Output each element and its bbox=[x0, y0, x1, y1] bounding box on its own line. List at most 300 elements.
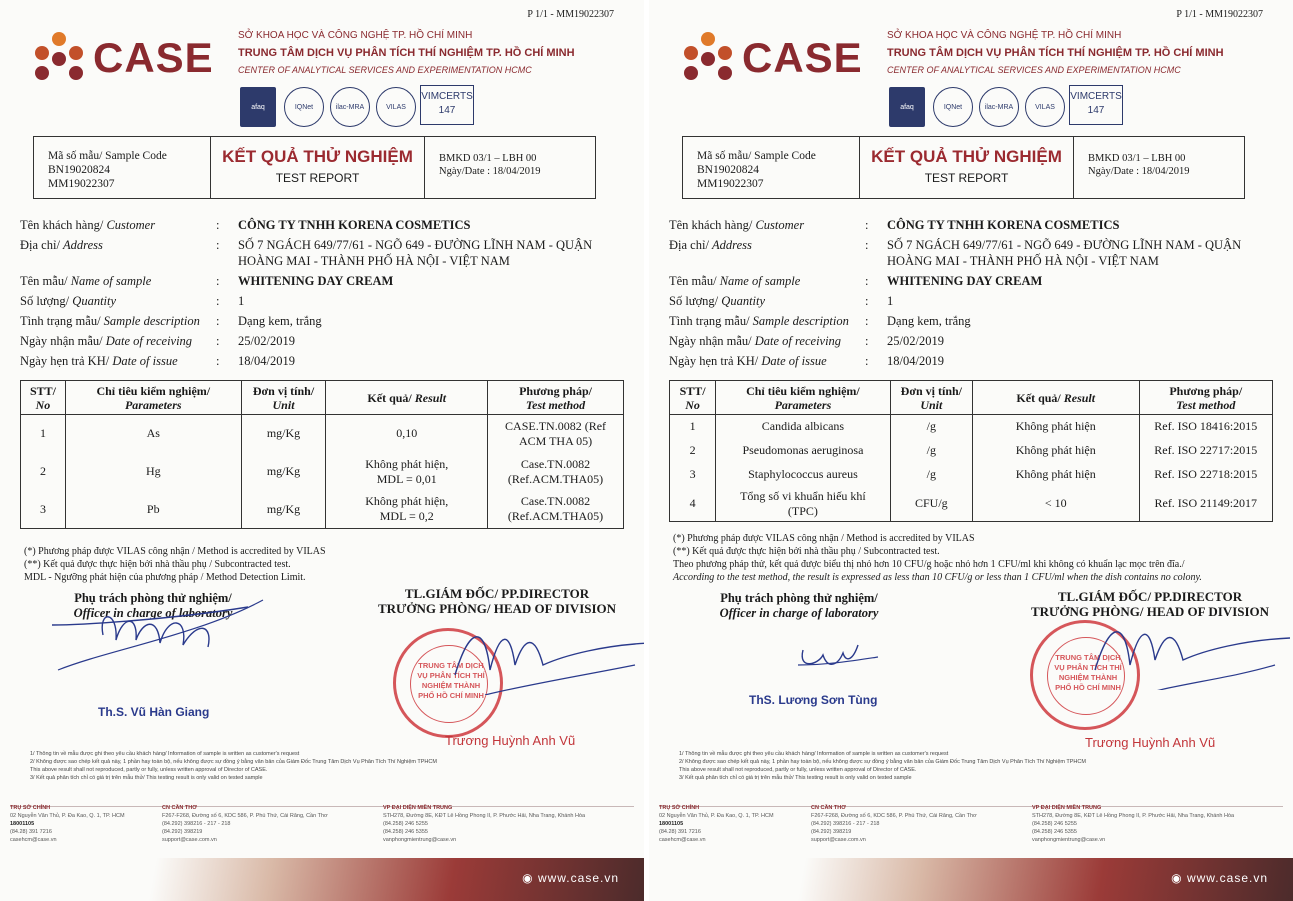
lab-officer-name: Th.S. Vũ Hàn Giang bbox=[98, 705, 210, 719]
foot-2c: (84.292) 398219 bbox=[162, 829, 203, 835]
brand-name: CASE bbox=[93, 34, 214, 81]
cell-parameter bbox=[65, 415, 241, 453]
address-line-2: HOÀNG MAI - THÀNH PHỐ HÀ NỘI - VIỆT NAM bbox=[887, 254, 1159, 268]
website-link[interactable] bbox=[522, 871, 619, 885]
fine-print-1: 1/ Thông tin về mẫu được ghi theo yêu cầu khách hàng/ Information of sample is written as customer's request bbox=[30, 751, 300, 757]
foot-1c: (84.28) 391 7216 bbox=[10, 829, 52, 835]
th-method-en: Test method bbox=[1176, 397, 1236, 412]
afaq-logo: afaq bbox=[240, 87, 276, 127]
issue-value: 18/04/2019 bbox=[887, 354, 944, 368]
note-2: (**) Kết quả được thực hiện bởi nhà thầu phụ / Subcontracted test. bbox=[673, 546, 940, 557]
lab-officer-signature bbox=[48, 595, 268, 675]
foot-h3: VP ĐẠI DIỆN MIỀN TRUNG bbox=[1032, 805, 1102, 811]
sample-info bbox=[669, 217, 1269, 373]
cell-method-text: ACM THA 05) bbox=[518, 433, 593, 448]
foot-2a: F267-F268, Đường số 6, KDC 586, P. Phú Thứ, Cái Răng, Cần Thơ bbox=[162, 813, 328, 819]
cell-unit bbox=[890, 463, 972, 487]
sample-code-2: MM19022307 bbox=[48, 178, 115, 190]
director-name: Trương Huỳnh Anh Vũ bbox=[1085, 735, 1216, 750]
cell-no bbox=[670, 415, 716, 439]
cell-result-text: Không phát hiện, bbox=[365, 494, 449, 509]
form-code: BMKD 03/1 – LBH 00 bbox=[1088, 153, 1186, 164]
results-header-row bbox=[21, 381, 624, 415]
cell-parameter-text: Hg bbox=[145, 464, 161, 478]
quantity-label: Số lượng/ bbox=[669, 294, 719, 308]
cell-no bbox=[670, 439, 716, 463]
cell-unit-text: /g bbox=[926, 443, 937, 457]
info-row-sample-name: Tên mẫu/ Name of sample : WHITENING DAY CREAM bbox=[20, 273, 620, 289]
org-header bbox=[238, 30, 575, 75]
footer-head-office bbox=[10, 804, 125, 844]
cell-no-text: 2 bbox=[39, 464, 46, 478]
info-row-customer: Tên khách hàng/ Customer : CÔNG TY TNHH KORENA COSMETICS bbox=[20, 217, 620, 233]
th-no bbox=[21, 381, 66, 415]
cell-no-text: 3 bbox=[689, 467, 696, 481]
report-title-box bbox=[33, 136, 596, 199]
th-param-en: Parameters bbox=[124, 397, 182, 412]
case-logo-icon bbox=[33, 32, 85, 84]
head-of-division-title: TRƯỞNG PHÒNG/ HEAD OF DIVISION bbox=[377, 601, 617, 616]
sample-code-cell bbox=[683, 137, 860, 198]
sample-name-label-en: Name of sample bbox=[70, 274, 152, 288]
cell-no-text: 3 bbox=[39, 501, 46, 516]
address-line-1: SỐ 7 NGÁCH 649/77/61 - NGÕ 649 - ĐƯỜNG LĨNH NAM - QUẬN bbox=[238, 238, 593, 252]
cell-method-text: Ref. ISO 18416:2015 bbox=[1154, 419, 1258, 434]
foot-2c: (84.292) 398219 bbox=[811, 829, 852, 835]
result-row bbox=[670, 439, 1273, 463]
quantity-value: 1 bbox=[887, 294, 894, 308]
cell-method bbox=[488, 453, 624, 491]
cell-method bbox=[488, 415, 624, 453]
cell-method bbox=[1139, 463, 1272, 487]
quantity-label-en: Quantity bbox=[72, 294, 117, 308]
address-label-en: Address bbox=[63, 238, 103, 252]
th-result-en: Result bbox=[414, 390, 447, 405]
cell-result-text: Không phát hiện bbox=[1015, 467, 1096, 481]
th-result-en: Result bbox=[1063, 390, 1096, 405]
cell-method-text: Case.TN.0082 bbox=[520, 456, 591, 471]
th-method-en: Test method bbox=[525, 397, 586, 412]
org-line-2: TRUNG TÂM DỊCH VỤ PHÂN TÍCH THÍ NGHIỆM TP. HỒ CHÍ MINH bbox=[238, 47, 575, 59]
info-row-customer: Tên khách hàng/ Customer : CÔNG TY TNHH KORENA COSMETICS bbox=[669, 217, 1269, 233]
customer-value: CÔNG TY TNHH KORENA COSMETICS bbox=[887, 218, 1120, 232]
org-line-2: TRUNG TÂM DỊCH VỤ PHÂN TÍCH THÍ NGHIỆM TP. HỒ CHÍ MINH bbox=[887, 47, 1224, 59]
cell-result-text: Không phát hiện bbox=[1015, 443, 1096, 457]
cell-parameter-text: Pb bbox=[146, 501, 160, 516]
footer-head-office bbox=[659, 804, 774, 844]
cell-unit-text: mg/Kg bbox=[266, 501, 301, 516]
th-result bbox=[972, 381, 1139, 415]
foot-2a: F267-F268, Đường số 6, KDC 586, P. Phú Thứ, Cái Răng, Cần Thơ bbox=[811, 813, 977, 819]
org-line-3: CENTER OF ANALYTICAL SERVICES AND EXPERIMENTATION HCMC bbox=[887, 65, 1181, 75]
sample-name-label-en: Name of sample bbox=[719, 274, 801, 288]
note-1: (*) Phương pháp được VILAS công nhận / Method is accredited by VILAS bbox=[24, 546, 326, 557]
th-unit bbox=[241, 381, 326, 415]
vimcerts-badge bbox=[420, 85, 474, 125]
cell-unit bbox=[241, 491, 326, 529]
report-title-vn: KẾT QUẢ THỬ NGHIỆM bbox=[871, 147, 1062, 166]
vimcerts-number: 147 bbox=[438, 105, 456, 116]
org-line-1: SỞ KHOA HỌC VÀ CÔNG NGHỆ TP. HỒ CHÍ MINH bbox=[238, 30, 473, 41]
cell-parameter bbox=[65, 453, 241, 491]
cell-unit-text: /g bbox=[926, 467, 937, 481]
website: www.case.vn bbox=[537, 871, 619, 885]
foot-3a: STH278, Đường 8E, KĐT Lê Hồng Phong II, P. Phước Hải, Nha Trang, Khánh Hòa bbox=[1032, 813, 1235, 819]
vilas-logo: VILAS bbox=[376, 87, 416, 127]
note-3: Theo phương pháp thử, kết quả được biểu thị nhỏ hơn 10 CFU/g hoặc nhỏ hơn 1 CFU/ml khi không có khuẩn lạc mọc trên đĩa./ bbox=[673, 559, 1185, 570]
cell-method-text: (Ref.ACM.THA05) bbox=[507, 509, 604, 524]
cell-result bbox=[326, 453, 488, 491]
director-signature-block bbox=[372, 586, 622, 616]
foot-h1: TRỤ SỞ CHÍNH bbox=[10, 805, 51, 811]
issue-label: Ngày hẹn trả KH/ bbox=[20, 354, 110, 368]
note-2: (**) Kết quả được thực hiện bởi nhà thầu phụ / Subcontracted test. bbox=[24, 559, 291, 570]
result-row bbox=[670, 487, 1273, 522]
org-line-1: SỞ KHOA HỌC VÀ CÔNG NGHỆ TP. HỒ CHÍ MINH bbox=[887, 30, 1122, 41]
fine-print-4: 3/ Kết quả phân tích chỉ có giá trị trên mẫu thử/ This testing result is only valid on tested sample bbox=[679, 775, 912, 781]
th-result-vn: Kết quả/ bbox=[1016, 390, 1061, 405]
address-label: Địa chỉ/ bbox=[669, 238, 709, 252]
recv-label: Ngày nhận mẫu/ bbox=[20, 334, 103, 348]
info-row-quantity: Số lượng/ Quantity : 1 bbox=[20, 293, 620, 309]
cell-method-text: Case.TN.0082 bbox=[520, 494, 591, 509]
footer-contacts bbox=[0, 800, 644, 860]
quantity-label-en: Quantity bbox=[721, 294, 766, 308]
footer-band bbox=[649, 858, 1293, 901]
result-row bbox=[670, 415, 1273, 439]
page-code: P 1/1 - MM19022307 bbox=[527, 9, 614, 20]
sample-name-value: WHITENING DAY CREAM bbox=[887, 274, 1043, 288]
cell-method bbox=[1139, 487, 1272, 522]
form-date: Ngày/Date : 18/04/2019 bbox=[439, 166, 541, 177]
cell-parameter-text: Pseudomonas aeruginosa bbox=[742, 443, 864, 457]
form-code-cell bbox=[425, 137, 595, 198]
foot-1c: (84.28) 391 7216 bbox=[659, 829, 701, 835]
report-title-en: TEST REPORT bbox=[275, 171, 360, 185]
th-unit bbox=[890, 381, 972, 415]
director-name: Trương Huỳnh Anh Vũ bbox=[445, 733, 576, 748]
cell-unit-text: CFU/g bbox=[915, 496, 948, 510]
page-code: P 1/1 - MM19022307 bbox=[1176, 9, 1263, 20]
result-row bbox=[21, 453, 624, 491]
stamp-text: TRUNG TÂM DỊCH VỤ PHÂN TÍCH THÍ NGHIỆM THÀNH PHỐ HỒ CHÍ MINH bbox=[417, 661, 485, 700]
report-title-box bbox=[682, 136, 1245, 199]
cell-unit-text: mg/Kg bbox=[266, 426, 301, 441]
cell-no bbox=[670, 463, 716, 487]
th-no-en: No bbox=[35, 397, 51, 412]
info-row-issue: Ngày hẹn trả KH/ Date of issue : 18/04/2019 bbox=[669, 353, 1269, 369]
th-parameters bbox=[65, 381, 241, 415]
foot-2d: support@case.com.vn bbox=[811, 837, 866, 843]
sample-code-1: BN19020824 bbox=[48, 164, 110, 176]
cell-no bbox=[21, 491, 66, 529]
address-label: Địa chỉ/ bbox=[20, 238, 60, 252]
cell-unit bbox=[890, 487, 972, 522]
th-param-vn: Chỉ tiêu kiểm nghiệm/ bbox=[96, 383, 211, 398]
director-signature bbox=[1065, 610, 1293, 690]
recv-value: 25/02/2019 bbox=[238, 334, 295, 348]
vimcerts-label: VIMCERTS bbox=[421, 91, 473, 102]
sample-code-label: Mã số mẫu/ Sample Code bbox=[697, 150, 816, 162]
cell-method bbox=[1139, 439, 1272, 463]
cell-method-text: (Ref.ACM.THA05) bbox=[507, 471, 604, 486]
fine-print bbox=[30, 750, 437, 782]
cell-no bbox=[670, 487, 716, 522]
vilas-logo: VILAS bbox=[1025, 87, 1065, 127]
cell-no-text: 2 bbox=[689, 443, 696, 457]
recv-value: 25/02/2019 bbox=[887, 334, 944, 348]
fine-print bbox=[679, 750, 1086, 782]
cell-method-text: Ref. ISO 22718:2015 bbox=[1154, 467, 1258, 481]
th-method-vn: Phương pháp/ bbox=[519, 383, 592, 398]
customer-label-en: Customer bbox=[755, 218, 805, 232]
th-no-vn: STT/ bbox=[679, 383, 706, 398]
th-param-vn: Chỉ tiêu kiểm nghiệm/ bbox=[746, 383, 860, 398]
info-row-description: Tình trạng mẫu/ Sample description : Dạng kem, trắng bbox=[20, 313, 620, 329]
case-logo bbox=[33, 30, 218, 90]
vimcerts-label: VIMCERTS bbox=[1070, 91, 1122, 102]
cell-result bbox=[326, 491, 488, 529]
test-report-microbiology bbox=[649, 0, 1293, 901]
cell-parameter-text: Staphylococcus aureus bbox=[748, 467, 858, 481]
foot-h1: TRỤ SỞ CHÍNH bbox=[659, 805, 700, 811]
certification-logos bbox=[240, 85, 480, 129]
foot-3d: vanphongmientrung@case.vn bbox=[1032, 837, 1106, 843]
th-result-vn: Kết quả/ bbox=[367, 390, 412, 405]
cell-method bbox=[488, 491, 624, 529]
cell-parameter bbox=[716, 415, 891, 439]
address-line-2: HOÀNG MAI - THÀNH PHỐ HÀ NỘI - VIỆT NAM bbox=[238, 254, 510, 268]
cell-unit bbox=[241, 453, 326, 491]
cell-unit-text: /g bbox=[926, 419, 937, 434]
cell-result-text: MDL = 0,01 bbox=[376, 471, 437, 486]
info-row-address: Địa chỉ/ Address : SỐ 7 NGÁCH 649/77/61 - NGÕ 649 - ĐƯỜNG LĨNH NAM - QUẬN HOÀNG MAI - THÀNH PHỐ HÀ NỘI - VIỆT NAM bbox=[20, 237, 620, 269]
foot-h2: CN CẦN THƠ bbox=[162, 805, 197, 811]
iqnet-logo: IQNet bbox=[284, 87, 324, 127]
info-row-quantity: Số lượng/ Quantity : 1 bbox=[669, 293, 1269, 309]
cell-result bbox=[972, 463, 1139, 487]
foot-1d: casehcm@case.vn bbox=[659, 837, 706, 843]
info-row-sample-name: Tên mẫu/ Name of sample : WHITENING DAY CREAM bbox=[669, 273, 1269, 289]
address-label-en: Address bbox=[712, 238, 752, 252]
fine-print-2: 2/ Không được sao chép kết quả này, 1 phần hay toàn bộ, nếu không được sự đồng ý bằng văn bản của Giám Đốc Trung Tâm Dịch Vụ Phân Tích Thí Nghiệm TPHCM bbox=[30, 759, 437, 765]
th-unit-en: Unit bbox=[920, 397, 943, 412]
sample-info bbox=[20, 217, 620, 373]
quantity-label: Số lượng/ bbox=[20, 294, 70, 308]
quantity-value: 1 bbox=[238, 294, 245, 308]
note-4: According to the test method, the result is expressed as less than 10 CFU/g or less than 1 CFU/ml when the dish contains no colony. bbox=[673, 572, 1202, 583]
foot-3d: vanphongmientrung@case.vn bbox=[383, 837, 457, 843]
certification-logos bbox=[889, 85, 1129, 129]
globe-icon: ◉ bbox=[1171, 871, 1183, 885]
desc-label-en: Sample description bbox=[103, 314, 200, 328]
info-row-issue: Ngày hẹn trả KH/ Date of issue : 18/04/2019 bbox=[20, 353, 620, 369]
form-code: BMKD 03/1 – LBH 00 bbox=[439, 153, 537, 164]
th-parameters bbox=[716, 381, 891, 415]
issue-label-en: Date of issue bbox=[112, 354, 178, 368]
issue-label: Ngày hẹn trả KH/ bbox=[669, 354, 759, 368]
cell-parameter-text: (TPC) bbox=[787, 503, 818, 518]
result-row bbox=[670, 463, 1273, 487]
foot-3c: (84.258) 246 5355 bbox=[1032, 829, 1077, 835]
customer-label-en: Customer bbox=[106, 218, 156, 232]
cell-parameter-text: As bbox=[146, 426, 160, 441]
results-table bbox=[669, 380, 1273, 522]
fine-print-3: This above result shall not reproduced, partly or fully, unless written approval of Director of CASE. bbox=[679, 767, 917, 773]
ilac-mra-logo: ilac-MRA bbox=[979, 87, 1019, 127]
cell-result bbox=[972, 487, 1139, 522]
th-method-vn: Phương pháp/ bbox=[1169, 383, 1243, 398]
cell-method-text: CASE.TN.0082 (Ref bbox=[505, 418, 607, 433]
cell-unit-text: mg/Kg bbox=[266, 464, 301, 478]
fine-print-2: 2/ Không được sao chép kết quả này, 1 phần hay toàn bộ, nếu không được sự đồng ý bằng văn bản của Giám Đốc Trung Tâm Dịch Vụ Phân Tích Thí Nghiệm TPHCM bbox=[679, 759, 1086, 765]
cell-parameter-text: Tổng số vi khuẩn hiếu khí bbox=[740, 488, 866, 503]
note-1: (*) Phương pháp được VILAS công nhận / Method is accredited by VILAS bbox=[673, 533, 975, 544]
sample-code-1: BN19020824 bbox=[697, 164, 759, 176]
cell-parameter bbox=[716, 439, 891, 463]
lab-officer-title-vn: Phụ trách phòng thử nghiệm/ bbox=[74, 591, 232, 605]
form-code-cell bbox=[1074, 137, 1244, 198]
cell-unit bbox=[241, 415, 326, 453]
cell-no-text: 4 bbox=[689, 496, 696, 510]
foot-1a: 02 Nguyễn Văn Thủ, P. Đa Kao, Q. 1, TP. HCM bbox=[10, 813, 125, 819]
sample-code-2: MM19022307 bbox=[697, 178, 764, 190]
footer-contacts bbox=[649, 800, 1293, 860]
sample-name-label: Tên mẫu/ bbox=[669, 274, 717, 288]
cell-unit bbox=[890, 415, 972, 439]
sample-name-value: WHITENING DAY CREAM bbox=[238, 274, 394, 288]
foot-3b: (84.258) 246 5255 bbox=[383, 821, 428, 827]
recv-label-en: Date of receiving bbox=[105, 334, 193, 348]
afaq-logo: afaq bbox=[889, 87, 925, 127]
issue-label-en: Date of issue bbox=[761, 354, 827, 368]
fine-print-3: This above result shall not reproduced, partly or fully, unless written approval of Director of CASE. bbox=[30, 767, 268, 773]
head-of-division-title: TRƯỞNG PHÒNG/ HEAD OF DIVISION bbox=[1030, 604, 1270, 619]
sample-code-cell bbox=[34, 137, 211, 198]
cell-unit bbox=[890, 439, 972, 463]
th-unit-vn: Đơn vị tính/ bbox=[252, 383, 315, 398]
form-date: Ngày/Date : 18/04/2019 bbox=[1088, 166, 1190, 177]
foot-2b: (84.292) 398216 - 217 - 218 bbox=[162, 821, 231, 827]
cell-result bbox=[972, 415, 1139, 439]
th-result bbox=[326, 381, 488, 415]
footer-can-tho-branch bbox=[162, 804, 328, 844]
cell-method bbox=[1139, 415, 1272, 439]
brand-name: CASE bbox=[742, 34, 863, 81]
fine-print-1: 1/ Thông tin về mẫu được ghi theo yêu cầu khách hàng/ Information of sample is written as customer's request bbox=[679, 751, 949, 757]
desc-value: Dạng kem, trắng bbox=[887, 314, 971, 328]
website-link[interactable] bbox=[1171, 871, 1268, 885]
director-title: TL.GIÁM ĐỐC/ PP.DIRECTOR bbox=[1057, 589, 1243, 604]
cell-parameter-text: Candida albicans bbox=[761, 419, 845, 434]
foot-h3: VP ĐẠI DIỆN MIỀN TRUNG bbox=[383, 805, 453, 811]
desc-value: Dạng kem, trắng bbox=[238, 314, 322, 328]
th-no-vn: STT/ bbox=[29, 383, 56, 398]
foot-2d: support@case.com.vn bbox=[162, 837, 217, 843]
cell-result-text: < 10 bbox=[1044, 496, 1067, 510]
report-title-vn: KẾT QUẢ THỬ NGHIỆM bbox=[222, 147, 413, 166]
cell-no-text: 1 bbox=[689, 419, 696, 434]
report-title-cell bbox=[211, 137, 425, 198]
director-signature bbox=[425, 615, 644, 695]
customer-value: CÔNG TY TNHH KORENA COSMETICS bbox=[238, 218, 471, 232]
sample-code-label: Mã số mẫu/ Sample Code bbox=[48, 150, 167, 162]
foot-h2: CN CẦN THƠ bbox=[811, 805, 846, 811]
footer-can-tho-branch bbox=[811, 804, 977, 844]
director-title: TL.GIÁM ĐỐC/ PP.DIRECTOR bbox=[404, 586, 590, 601]
results-header-row bbox=[670, 381, 1273, 415]
footer-band bbox=[0, 858, 644, 901]
customer-label: Tên khách hàng/ bbox=[20, 218, 104, 232]
cell-result bbox=[326, 415, 488, 453]
foot-3c: (84.258) 246 5355 bbox=[383, 829, 428, 835]
website: www.case.vn bbox=[1186, 871, 1268, 885]
info-row-description: Tình trạng mẫu/ Sample description : Dạng kem, trắng bbox=[669, 313, 1269, 329]
lab-officer-name: ThS. Lương Sơn Tùng bbox=[749, 693, 878, 707]
th-param-en: Parameters bbox=[774, 397, 832, 412]
cell-parameter bbox=[716, 487, 891, 522]
cell-method-text: Ref. ISO 21149:2017 bbox=[1154, 496, 1258, 510]
foot-1b: 18001105 bbox=[659, 821, 684, 827]
cell-method-text: Ref. ISO 22717:2015 bbox=[1154, 443, 1258, 457]
test-report-metals bbox=[0, 0, 644, 901]
table-notes bbox=[24, 545, 326, 584]
vimcerts-badge bbox=[1069, 85, 1123, 125]
foot-3a: STH278, Đường 8E, KĐT Lê Hồng Phong II, P. Phước Hải, Nha Trang, Khánh Hòa bbox=[383, 813, 586, 819]
address-line-1: SỐ 7 NGÁCH 649/77/61 - NGÕ 649 - ĐƯỜNG LĨNH NAM - QUẬN bbox=[887, 238, 1242, 252]
report-title-en: TEST REPORT bbox=[924, 171, 1009, 185]
customer-label: Tên khách hàng/ bbox=[669, 218, 753, 232]
cell-result-text: 0,10 bbox=[396, 426, 418, 441]
fine-print-4: 3/ Kết quả phân tích chỉ có giá trị trên mẫu thử/ This testing result is only valid on tested sample bbox=[30, 775, 263, 781]
cell-result bbox=[972, 439, 1139, 463]
th-method bbox=[1139, 381, 1272, 415]
th-no bbox=[670, 381, 716, 415]
cell-no-text: 1 bbox=[39, 426, 46, 441]
case-logo bbox=[682, 30, 867, 90]
cell-parameter bbox=[65, 491, 241, 529]
issue-value: 18/04/2019 bbox=[238, 354, 295, 368]
report-title-cell bbox=[860, 137, 1074, 198]
recv-label-en: Date of receiving bbox=[754, 334, 842, 348]
stamp-text: TRUNG TÂM DỊCH VỤ PHÂN TÍCH THÍ NGHIỆM THÀNH PHỐ HỒ CHÍ MINH bbox=[1054, 653, 1122, 692]
info-row-receiving: Ngày nhận mẫu/ Date of receiving : 25/02/2019 bbox=[20, 333, 620, 349]
lab-officer-title-en: Officer in charge of laboratory bbox=[73, 606, 233, 620]
cell-result-text: MDL = 0,2 bbox=[379, 509, 434, 524]
result-row bbox=[21, 415, 624, 453]
footer-central-office bbox=[1032, 804, 1234, 844]
result-row bbox=[21, 491, 624, 529]
org-header bbox=[887, 30, 1224, 75]
case-logo-icon bbox=[682, 32, 734, 84]
info-row-address: Địa chỉ/ Address : SỐ 7 NGÁCH 649/77/61 - NGÕ 649 - ĐƯỜNG LĨNH NAM - QUẬN HOÀNG MAI - THÀNH PHỐ HÀ NỘI - VIỆT NAM bbox=[669, 237, 1269, 269]
th-method bbox=[488, 381, 624, 415]
cell-no bbox=[21, 415, 66, 453]
org-line-3: CENTER OF ANALYTICAL SERVICES AND EXPERIMENTATION HCMC bbox=[238, 65, 532, 75]
th-unit-vn: Đơn vị tính/ bbox=[900, 383, 963, 398]
globe-icon: ◉ bbox=[522, 871, 534, 885]
desc-label-en: Sample description bbox=[752, 314, 849, 328]
foot-1d: casehcm@case.vn bbox=[10, 837, 57, 843]
cell-result-text: Không phát hiện, bbox=[365, 456, 449, 471]
desc-label: Tình trạng mẫu/ bbox=[20, 314, 101, 328]
note-3: MDL - Ngưỡng phát hiện của phương pháp / Method Detection Limit. bbox=[24, 572, 306, 583]
info-row-receiving: Ngày nhận mẫu/ Date of receiving : 25/02/2019 bbox=[669, 333, 1269, 349]
th-unit-en: Unit bbox=[272, 397, 295, 412]
recv-label: Ngày nhận mẫu/ bbox=[669, 334, 752, 348]
cell-no bbox=[21, 453, 66, 491]
results-table bbox=[20, 380, 624, 529]
